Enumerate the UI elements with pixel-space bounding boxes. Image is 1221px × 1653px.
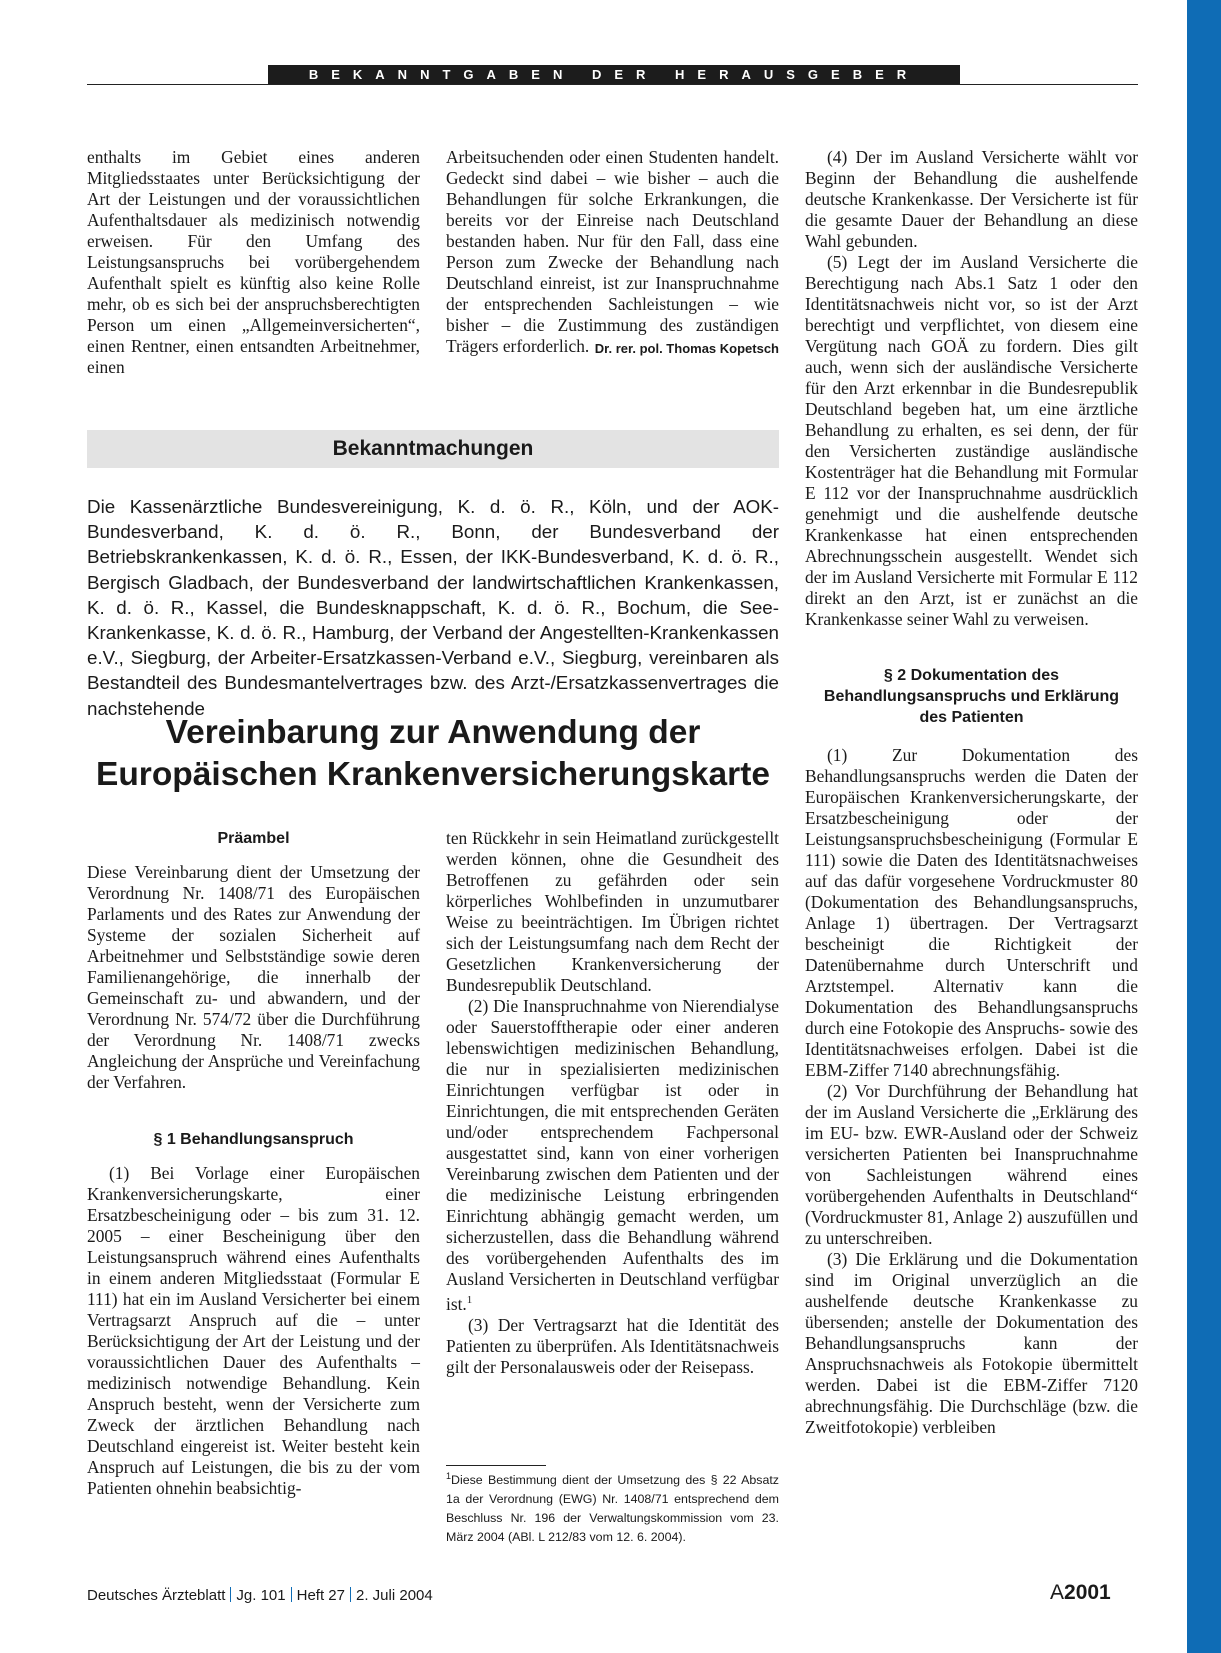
agreement-title-line-2: Europäischen Krankenversicherungskarte	[96, 756, 770, 793]
section-1-paragraph-4: (4) Der im Ausland Versicherte wählt vor Beginn der Behandlung die aushelfende deutsche Krankenkasse. Der Versicherte ist für die gesamte Dauer der Behandlung an diese Wahl gebunden.	[805, 147, 1138, 251]
section-1-paragraph-5: (5) Legt der im Ausland Versicherte die Berechtigung nach Abs.1 Satz 1 oder den Identitätsnachweis nicht vor, so ist der Arzt berechtigt und verpflichtet, von diesem eine Vergütung nach GOÄ zu fordern. Dies gilt auch, wenn sich der ausländische Versicherte für den Arzt erkennbar in die Bundesrepublik Deutschland begeben hat, um eine ärztliche Behandlung zu erhalten, es sei denn, der für den Versicherten zuständige ausländische Kostenträger hat die Behandlung mit Formular E 112 vor der Inanspruchnahme ausdrücklich genehmigt und die aushelfende deutsche Krankenkasse hat einen entsprechenden Abrechnungsschein ausgestellt. Wendet sich der im Ausland Versicherte mit Formular E 112 direkt an den Arzt, ist er zunächst an die Krankenkasse seiner Wahl zu verweisen.	[805, 252, 1138, 629]
section-1-paragraph-3: (3) Der Vertragsarzt hat die Identität des Patienten zu überprüfen. Als Identitätsnachweis gilt der Personalausweis oder der Reisepass.	[446, 1314, 779, 1377]
section-1-heading: § 1 Behandlungsanspruch	[153, 1131, 354, 1148]
footnote-text: Diese Bestimmung dient der Umsetzung des § 22 Absatz 1a der Verordnung (EWG) Nr. 1408/71 entsprechend dem Beschluss Nr. 196 der Verwaltungskommission vom 23. März 2004 (ABl. L 212/83 vom 12. 6. 2004).	[446, 1473, 779, 1545]
section-1-paragraph-1: (1) Bei Vorlage einer Europäischen Krankenversicherungskarte, einer Ersatzbescheinigung oder – bis zum 31. 12. 2005 – einer Bescheinigung über den Leistungsanspruch während eines Aufenthalts in einem anderen Mitgliedsstaat (Formular E 111) hat ein im Ausland Versicherter bei einem Vertragsarzt Anspruch auf die – unter Berücksichtigung der Art der Leistung und der voraussichtlichen Dauer des Aufenthalts – medizinisch notwendige Behandlung. Kein Anspruch besteht, wenn der Versicherte zum Zweck der ärztlichen Behandlung nach Deutschland eingereist ist. Weiter besteht kein Anspruch auf Leistungen, die bis zu der vom Patienten ohnehin beabsichtig-	[87, 1163, 420, 1498]
agreement-title	[87, 712, 779, 796]
journal-issue: Heft 27	[296, 1587, 345, 1604]
section-1-continuation: ten Rückkehr in sein Heimatland zurückgestellt werden können, ohne die Gesundheit des Betroffenen zu gefährden oder sein körperliches Wohlbefinden in unzumutbarer Weise zu beeinträchtigen. Im Übrigen richtet sich der Leistungsumfang nach dem Recht der Gesetzlichen Krankenversicherung der Bundesrepublik Deutschland.	[446, 828, 779, 995]
footer-separator	[350, 1587, 351, 1602]
right-column	[805, 147, 1138, 1438]
journal-volume: Jg. 101	[236, 1587, 286, 1604]
author-signature: Dr. rer. pol. Thomas Kopetsch	[594, 341, 779, 356]
footer-separator	[291, 1587, 292, 1602]
top-column-1	[87, 147, 420, 378]
page-number-value: 2001	[1064, 1581, 1111, 1604]
section-2-heading-line-3: des Patienten	[919, 709, 1024, 726]
page-footer	[87, 1587, 433, 1604]
header-rule	[87, 84, 1138, 85]
body-column-2	[446, 828, 779, 1378]
page-number	[1050, 1581, 1111, 1605]
footnote-marker: 1	[466, 1294, 473, 1306]
section-2-paragraph-1: (1) Zur Dokumentation des Behandlungsanspruchs werden die Daten der Europäischen Krankenversicherungskarte, der Ersatzbescheinigung oder der Leistungsanspruchsbescheinigung (Formular E 111) sowie die Daten des Identitätsnachweises auf das dafür vorgesehene Vordruckmuster 80 (Dokumentation des Behandlungsanspruchs, Anlage 1) übertragen. Der Vertragsarzt bescheinigt die Richtigkeit der Datenübernahme durch Unterschrift und Arztstempel. Alternativ kann die Dokumentation des Behandlungsanspruchs durch eine Fotokopie des Anspruchs- sowie des Identitätsnachweises erfolgen. Dabei ist die EBM-Ziffer 7140 abrechnungsfähig.	[805, 745, 1138, 1080]
section-1-paragraph-2	[446, 996, 779, 1315]
top-col1-text: enthalts im Gebiet eines anderen Mitgliedsstaates unter Berücksichtigung der Art der Leistungen und der voraussichtlichen Aufenthaltsdauer als medizinisch notwendig erweisen. Für den Umfang des Leistungsanspruchs bei vorübergehendem Aufenthalt spielt es künftig also keine Rolle mehr, ob es sich bei der anspruchsberechtigten Person um einen „Allgemeinversicherten“, einen Rentner, einen entsandten Arbeitnehmer, einen	[87, 147, 420, 377]
section-2-paragraph-2: (2) Vor Durchführung der Behandlung hat der im Ausland Versicherte die „Erklärung des im EU- bzw. EWR-Ausland oder der Schweiz versicherten Patienten bei Inanspruchnahme von Sachleistungen während eines vorübergehenden Aufenthalts in Deutschland“ (Vordruckmuster 81, Anlage 2) auszufüllen und zu unterschreiben.	[805, 1081, 1138, 1248]
top-column-2	[446, 147, 779, 359]
section-2-heading-line-1: § 2 Dokumentation des	[883, 667, 1060, 684]
top-col2-text: Arbeitsuchenden oder einen Studenten handelt. Gedeckt sind dabei – wie bisher – auch die Behandlungen für solche Erkrankungen, die bereits vor der Einreise nach Deutschland bestanden haben. Nur für den Fall, dass eine Person zum Zwecke der Behandlung nach Deutschland einreist, ist zur Inanspruchnahme der entsprechenden Sachleistungen – wie bisher – die Zustimmung des zuständigen Trägers erforderlich.	[446, 147, 779, 356]
announcement-intro: Die Kassenärztliche Bundesvereinigung, K. d. ö. R., Köln, und der AOK-Bundesverband, K. d. ö. R., Bonn, der Bundesverband der Betriebskrankenkassen, K. d. ö. R., Essen, der IKK-Bundesverband, K. d. ö. R., Bergisch Gladbach, der Bundesverband der landwirtschaftlichen Krankenkassen, K. d. ö. R., Kassel, die Bundesknappschaft, K. d. ö. R., Bochum, die See-Krankenkasse, K. d. ö. R., Hamburg, der Verband der Angestellten-Krankenkassen e.V., Siegburg, der Arbeiter-Ersatzkassen-Verband e.V., Siegburg, vereinbaren als Bestandteil des Bundesmantelvertrages bzw. des Arzt-/Ersatzkassenvertrages die nachstehende	[87, 496, 779, 719]
preamble-heading: Präambel	[217, 830, 290, 847]
section-1-paragraph-2-text: (2) Die Inanspruchnahme von Nierendialyse oder Sauerstofftherapie oder einer anderen lebenswichtigen medizinischen Behandlung, die nur in spezialisierten medizinischen Einrichtungen verfügbar ist oder in Einrichtungen, die mit entsprechenden Geräten und/oder entsprechendem Fachpersonal ausgestattet sind, kann von einer vorherigen Vereinbarung zwischen dem Patienten und der die medizinische Leistung erbringenden Einrichtung abhängig gemacht werden, um sicherzustellen, dass die Behandlung während des vorübergehenden Aufenthalts des im Ausland Versicherten in Deutschland verfügbar ist.	[446, 996, 779, 1314]
announcement-heading: Bekanntmachungen	[87, 430, 779, 468]
section-2-heading-line-2: Behandlungsanspruchs und Erklärung	[823, 688, 1120, 705]
agreement-title-line-1: Vereinbarung zur Anwendung der	[165, 714, 701, 751]
footnote-number: 1	[446, 1471, 452, 1481]
page-prefix: A	[1050, 1581, 1065, 1604]
footnote	[446, 1467, 779, 1547]
section-banner: BEKANNTGABEN DER HERAUSGEBER	[268, 65, 960, 84]
footnote-rule	[446, 1465, 546, 1466]
journal-name: Deutsches Ärzteblatt	[87, 1587, 226, 1604]
preamble-text: Diese Vereinbarung dient der Umsetzung der Verordnung Nr. 1408/71 des Europäischen Parlaments und des Rates zur Anwendung der Systeme der sozialen Sicherheit auf Arbeitnehmer und Selbstständige sowie deren Familienangehörige, die innerhalb der Gemeinschaft zu- und abwandern, und der Verordnung Nr. 574/72 über die Durchführung der Verordnung Nr. 1408/71 zwecks Angleichung der Ansprüche und Vereinfachung der Verfahren.	[87, 862, 420, 1092]
body-column-1	[87, 828, 420, 1499]
journal-date: 2. Juli 2004	[356, 1587, 433, 1604]
blue-margin-strip	[1187, 0, 1221, 1653]
section-2-paragraph-3: (3) Die Erklärung und die Dokumentation sind im Original unverzüglich an die aushelfende deutsche Krankenkasse zu übersenden; anstelle der Dokumentation des Behandlungsanspruchs kann der Anspruchsnachweis als Fotokopie übermittelt werden. Dabei ist die EBM-Ziffer 7120 abrechnungsfähig. Die Durchschläge (bzw. die Zweitfotokopie) verbleiben	[805, 1249, 1138, 1437]
section-2-heading	[805, 665, 1138, 728]
footer-separator	[230, 1587, 231, 1602]
